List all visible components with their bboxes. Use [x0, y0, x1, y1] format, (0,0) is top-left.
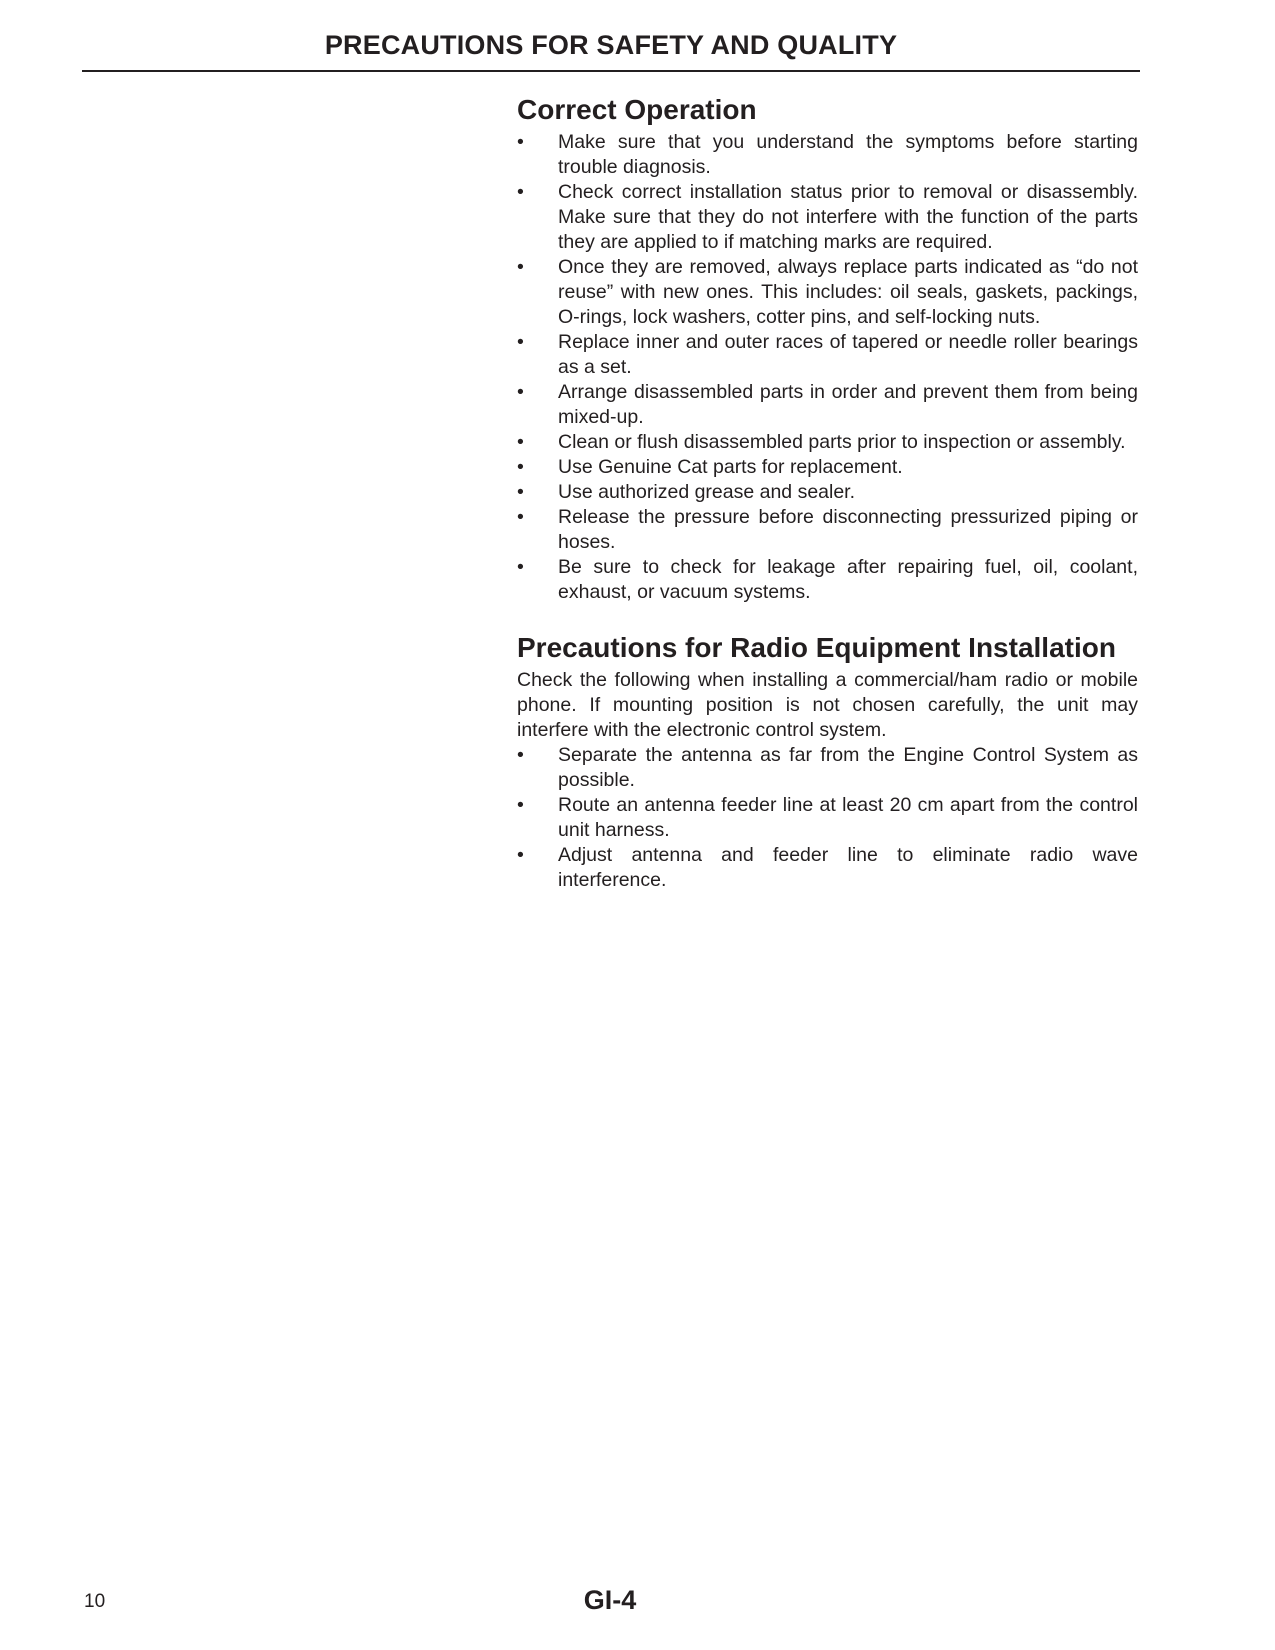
page-number: 10 — [84, 1591, 106, 1612]
list-item-text: Check correct installation status prior to removal or disassembly. Make sure that they do not interfere with the function of the parts they are applied to if matching marks are required. — [558, 181, 1138, 253]
bullet-icon: • — [517, 431, 524, 453]
bullet-icon: • — [517, 381, 524, 403]
bullet-icon: • — [517, 131, 524, 153]
list-item — [517, 843, 1138, 893]
bullet-icon: • — [517, 331, 524, 353]
bullet-icon: • — [517, 506, 524, 528]
section-radio-equipment-installation — [517, 628, 1138, 893]
list-item-text: Use Genuine Cat parts for replacement. — [558, 456, 903, 478]
bullet-icon: • — [517, 556, 524, 578]
list-item-text: Clean or flush disassembled parts prior to inspection or assembly. — [558, 431, 1126, 453]
correct-operation-list — [517, 130, 1138, 605]
list-item-text: Make sure that you understand the symptoms before starting trouble diagnosis. — [558, 131, 1138, 178]
list-item-text: Release the pressure before disconnecting pressurized piping or hoses. — [558, 506, 1138, 553]
list-item-text: Route an antenna feeder line at least 20 cm apart from the control unit harness. — [558, 794, 1138, 841]
list-item — [517, 130, 1138, 180]
bullet-icon: • — [517, 744, 524, 766]
list-item-text: Use authorized grease and sealer. — [558, 481, 856, 503]
list-item-text: Separate the antenna as far from the Engine Control System as possible. — [558, 744, 1138, 791]
list-item — [517, 555, 1138, 605]
list-item — [517, 743, 1138, 793]
content-column — [517, 90, 1138, 893]
list-item — [517, 505, 1138, 555]
page-header — [82, 28, 1140, 72]
bullet-icon: • — [517, 794, 524, 816]
list-item — [517, 793, 1138, 843]
bullet-icon: • — [517, 256, 524, 278]
section-intro: Check the following when installing a commercial/ham radio or mobile phone. If mounting position is not chosen carefully, the unit may interfere with the electronic control system. — [517, 669, 1138, 741]
section-code: GI-4 — [583, 1585, 637, 1615]
list-item-text: Replace inner and outer races of tapered or needle roller bearings as a set. — [558, 331, 1138, 378]
section-heading: Correct Operation — [517, 94, 757, 125]
radio-installation-list — [517, 743, 1138, 893]
list-item — [517, 255, 1138, 330]
list-item-text: Once they are removed, always replace parts indicated as “do not reuse” with new ones. This includes: oil seals, gaskets, packings, O-rings, lock washers, cotter pins, and self-locking nuts. — [558, 256, 1138, 328]
bullet-icon: • — [517, 481, 524, 503]
list-item-text: Arrange disassembled parts in order and prevent them from being mixed-up. — [558, 381, 1138, 428]
page-title: PRECAUTIONS FOR SAFETY AND QUALITY — [324, 30, 898, 60]
bullet-icon: • — [517, 844, 524, 866]
list-item — [517, 180, 1138, 255]
list-item — [517, 480, 1138, 505]
bullet-icon: • — [517, 456, 524, 478]
list-item — [517, 430, 1138, 455]
list-item — [517, 380, 1138, 430]
list-item — [517, 455, 1138, 480]
section-correct-operation — [517, 90, 1138, 605]
list-item-text: Be sure to check for leakage after repairing fuel, oil, coolant, exhaust, or vacuum systems. — [558, 556, 1138, 603]
list-item — [517, 330, 1138, 380]
section-heading: Precautions for Radio Equipment Installation — [517, 632, 1116, 663]
bullet-icon: • — [517, 181, 524, 203]
list-item-text: Adjust antenna and feeder line to eliminate radio wave interference. — [558, 844, 1138, 891]
